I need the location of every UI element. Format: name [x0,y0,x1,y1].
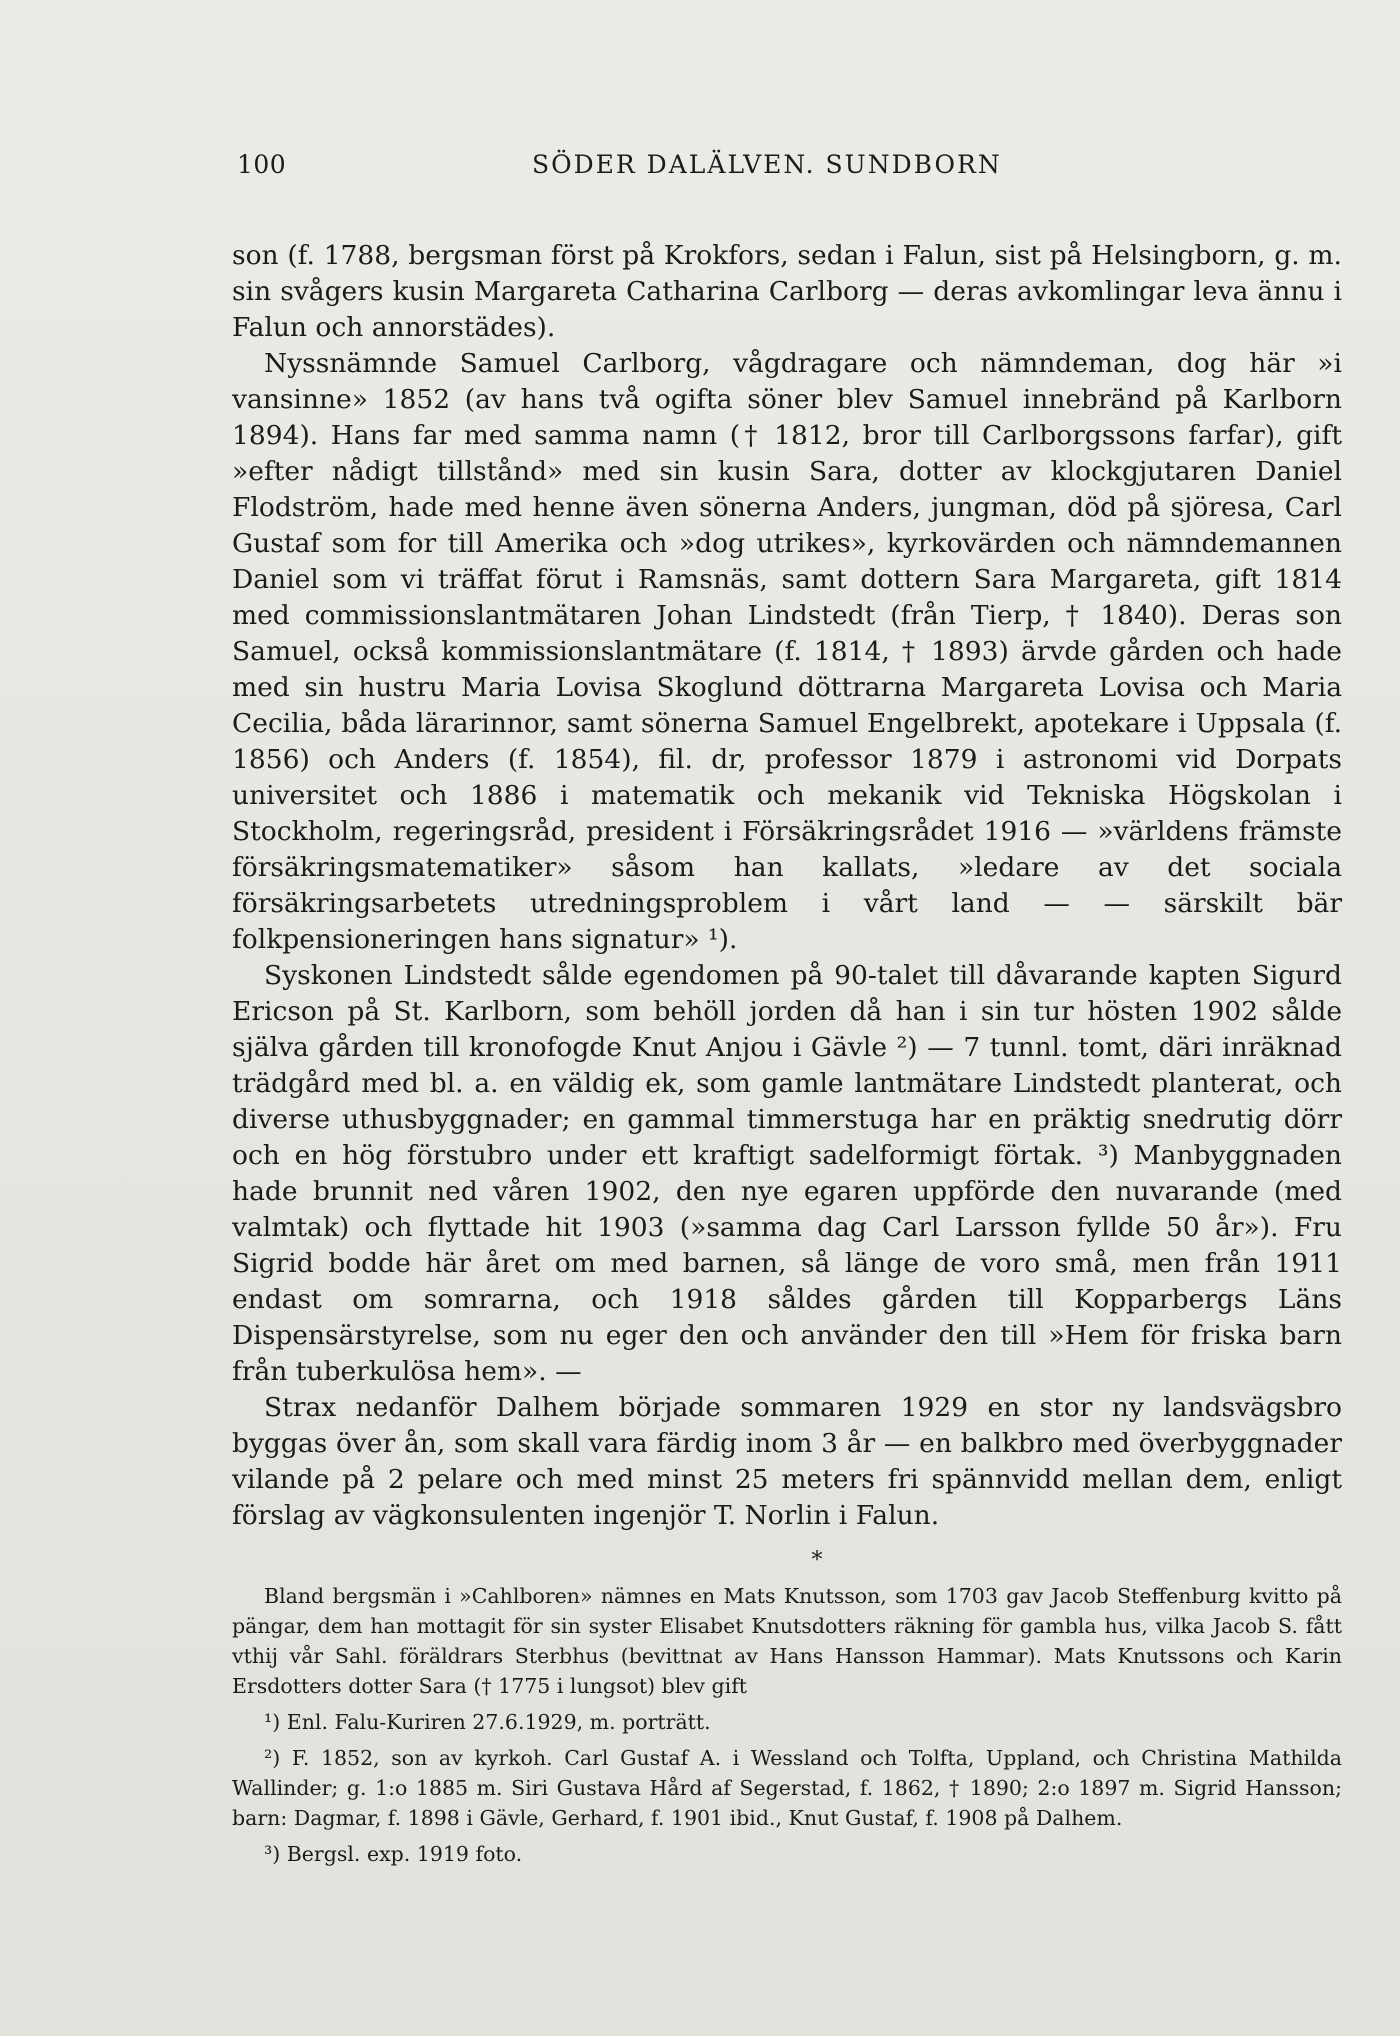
section-separator: * [811,1548,823,1573]
page-content [232,150,1342,1869]
page-number: 100 [237,150,287,179]
footnote: ²) F. 1852, son av kyrkoh. Carl Gustaf A. i Wessland och Tolfta, Uppland, och Christina Mathilda Wallinder; g. 1:o 1885 m. Siri Gustava Hård af Segerstad, f. 1862, † 1890; 2:o 1897 m. Sigrid Hansson; barn: Dagmar, f. 1898 i Gävle, Gerhard, f. 1901 ibid., Knut Gustaf, f. 1908 på Dalhem. [232,1746,1342,1830]
note-paragraph: Bland bergsmän i »Cahlboren» nämnes en Mats Knutsson, som 1703 gav Jacob Steffenburg kvitto på pängar, dem han mottagit för sin syster Elisabet Knutsdotters räkning för gambla hus, vilka Jacob S. fått vthij vår Sahl. föräldrars Sterbhus (bevittnat av Hans Hansson Hammar). Mats Knutssons och Karin Ersdotters dotter Sara († 1775 i lungsot) blev gift [232,1584,1342,1698]
paragraph: Strax nedanför Dalhem började sommaren 1929 en stor ny landsvägsbro byggas över ån, som skall vara färdig inom 3 år — en balkbro med överbyggnader vilande på 2 pelare och med minst 25 meters fri spännvidd mellan dem, enligt förslag av vägkonsulenten ingenjör T. Norlin i Falun. [232,1392,1342,1531]
running-head [232,150,1342,190]
notes-section [232,1581,1342,1869]
body-text [232,238,1342,1534]
footnote: ³) Bergsl. exp. 1919 foto. [264,1842,523,1866]
paragraph: Nyssnämnde Samuel Carlborg, vågdragare och nämndeman, dog här »i vansinne» 1852 (av hans två ogifta söner blev Samuel innebränd på Karlborn 1894). Hans far med samma namn († 1812, bror till Carlborgssons farfar), gift »efter nådigt tillstånd» med sin kusin Sara, dotter av klockgjutaren Daniel Flodström, hade med henne även sönerna Anders, jungman, död på sjöresa, Carl Gustaf som for till Amerika och »dog utrikes», kyrkovärden och nämndemannen Daniel som vi träffat förut i Ramsnäs, samt dottern Sara Margareta, gift 1814 med commissionslantmätaren Johan Lindstedt (från Tierp, † 1840). Deras son Samuel, också kommissionslantmätare (f. 1814, † 1893) ärvde gården och hade med sin hustru Maria Lovisa Skoglund döttrarna Margareta Lovisa och Maria Cecilia, båda lärarinnor, samt sönerna Samuel Engelbrekt, apotekare i Uppsala (f. 1856) och Anders (f. 1854), fil. dr, professor 1879 i astronomi vid Dorpats universitet och 1886 i matematik och mekanik vid Tekniska Högskolan i Stockholm, regeringsråd, president i Försäkringsrådet 1916 — »världens främste försäkringsmatematiker» såsom han kallats, »ledare av det sociala försäkringsarbetets utredningsproblem i vårt land — — särskilt bär folkpensioneringen hans signatur» ¹). [232,348,1342,955]
footnote: ¹) Enl. Falu-Kuriren 27.6.1929, m. porträtt. [264,1710,711,1734]
paragraph: Syskonen Lindstedt sålde egendomen på 90-talet till dåvarande kapten Sigurd Ericson på St. Karlborn, som behöll jorden då han i sin tur hösten 1902 sålde själva gården till kronofogde Knut Anjou i Gävle ²) — 7 tunnl. tomt, däri inräknad trädgård med bl. a. en väldig ek, som gamle lantmätare Lindstedt planterat, och diverse uthusbyggnader; en gammal timmerstuga har en präktig snedrutig dörr och en hög förstubro under ett kraftigt sadelformigt förtak. ³) Manbyggnaden hade brunnit ned våren 1902, den nye egaren uppförde den nuvarande (med valmtak) och flyttade hit 1903 (»samma dag Carl Larsson fyllde 50 år»). Fru Sigrid bodde här året om med barnen, så länge de voro små, men från 1911 endast om somrarna, och 1918 såldes gården till Kopparbergs Läns Dispensärstyrelse, som nu eger den och använder den till »Hem för friska barn från tuberkulösa hem». — [232,960,1342,1387]
paragraph: son (f. 1788, bergsman först på Krokfors, sedan i Falun, sist på Helsingborn, g. m. sin svågers kusin Margareta Catharina Carlborg — deras avkomlingar leva ännu i Falun och annorstädes). [232,240,1342,343]
running-title: SÖDER DALÄLVEN. SUNDBORN [532,150,1002,179]
